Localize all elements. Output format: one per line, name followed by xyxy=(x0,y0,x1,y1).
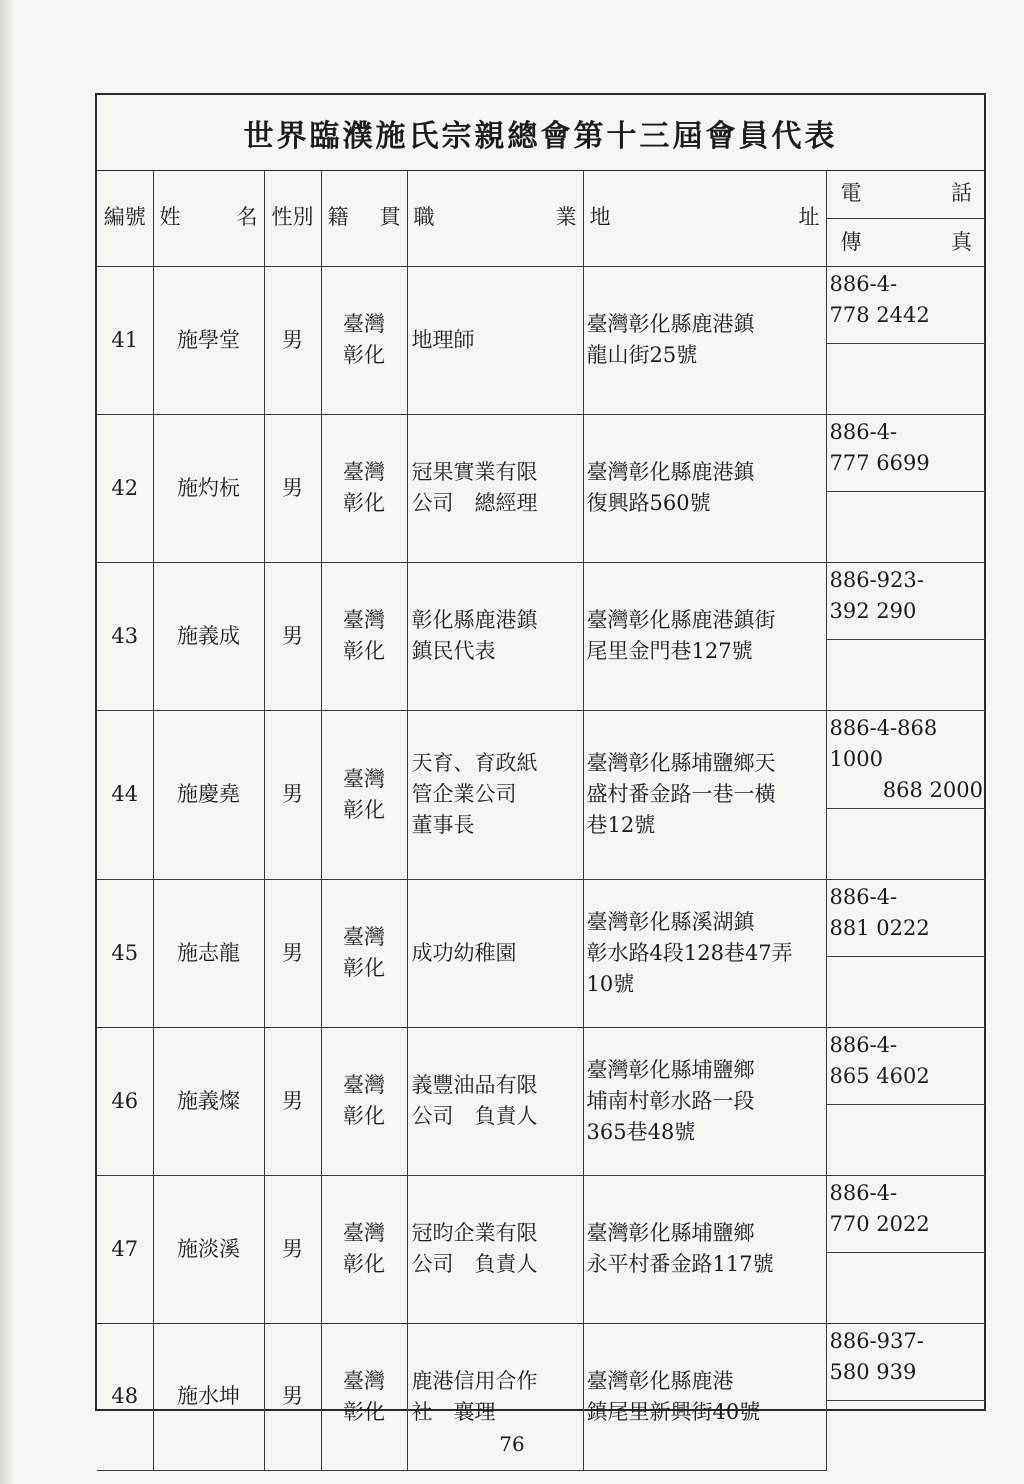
member-gender: 男 xyxy=(264,266,321,414)
member-number: 47 xyxy=(97,1175,153,1323)
member-fax xyxy=(826,343,986,414)
member-address xyxy=(583,562,826,710)
origin-line: 彰化 xyxy=(343,639,385,663)
member-origin xyxy=(321,710,407,879)
member-name: 施學堂 xyxy=(153,266,264,414)
member-fax xyxy=(826,1104,986,1175)
member-occupation xyxy=(407,562,583,710)
origin-line: 彰化 xyxy=(343,491,385,515)
occupation-line: 地理師 xyxy=(411,327,475,352)
phone-line: 868 2000 xyxy=(882,777,983,802)
member-address xyxy=(583,266,826,414)
member-name: 施義成 xyxy=(153,562,264,710)
member-name: 施義燦 xyxy=(153,1027,264,1175)
origin-line: 彰化 xyxy=(343,1252,385,1276)
member-name: 施志龍 xyxy=(153,879,264,1027)
address-line: 10號 xyxy=(586,971,635,996)
member-number: 42 xyxy=(97,414,153,562)
member-gender: 男 xyxy=(264,1323,321,1471)
address-line: 尾里金門巷127號 xyxy=(586,639,753,663)
address-line: 龍山街25號 xyxy=(586,343,698,367)
member-phone xyxy=(826,414,986,491)
header-address: 地 址 xyxy=(583,170,826,266)
occupation-line: 社 襄理 xyxy=(411,1399,496,1424)
member-occupation xyxy=(407,710,583,879)
address-line: 臺灣彰化縣埔鹽鄉 xyxy=(586,1221,755,1245)
origin-line: 臺灣 xyxy=(343,1368,385,1393)
header-phone: 電 話 xyxy=(826,170,986,218)
origin-line: 彰化 xyxy=(343,956,385,980)
phone-line: 886-4- xyxy=(829,419,898,444)
occupation-line: 冠昀企業有限 xyxy=(411,1221,538,1245)
member-origin xyxy=(321,266,407,414)
occupation-line: 彰化縣鹿港鎮 xyxy=(411,608,538,632)
occupation-line: 成功幼稚園 xyxy=(411,940,517,965)
member-fax xyxy=(826,1252,986,1323)
member-origin xyxy=(321,879,407,1027)
member-fax xyxy=(826,639,986,710)
header-origin: 籍 貫 xyxy=(321,170,407,266)
member-address xyxy=(583,1027,826,1175)
phone-line: 886-4- xyxy=(829,1180,898,1205)
phone-line: 886-923- xyxy=(829,567,924,592)
phone-line: 886-4- xyxy=(829,1032,898,1057)
member-fax xyxy=(826,808,986,879)
header-fax: 傳 真 xyxy=(826,218,986,266)
member-gender: 男 xyxy=(264,562,321,710)
phone-line: 392 290 xyxy=(829,598,917,623)
origin-line: 臺灣 xyxy=(343,608,385,632)
roster-sheet xyxy=(95,93,986,1424)
phone-line: 886-937- xyxy=(829,1328,924,1353)
address-line: 彰水路4段128巷47弄 xyxy=(586,940,793,965)
address-line: 臺灣彰化縣鹿港 xyxy=(586,1368,734,1393)
address-line: 盛村番金路一巷一橫 xyxy=(586,782,776,806)
member-table xyxy=(97,170,986,1471)
origin-line: 彰化 xyxy=(343,343,385,367)
occupation-line: 董事長 xyxy=(411,813,475,837)
member-gender: 男 xyxy=(264,414,321,562)
member-phone xyxy=(826,1027,986,1104)
table-row xyxy=(97,710,986,808)
member-phone xyxy=(826,1175,986,1252)
address-line: 永平村番金路117號 xyxy=(586,1252,774,1276)
header-gender: 性別 xyxy=(264,170,321,266)
table-row xyxy=(97,1323,986,1400)
header-occupation: 職 業 xyxy=(407,170,583,266)
header-name: 姓 名 xyxy=(153,170,264,266)
member-origin xyxy=(321,1027,407,1175)
member-address xyxy=(583,710,826,879)
address-line: 臺灣彰化縣溪湖鎮 xyxy=(586,909,755,934)
member-name: 施淡溪 xyxy=(153,1175,264,1323)
member-phone xyxy=(826,1323,986,1400)
table-row xyxy=(97,1175,986,1252)
origin-line: 彰化 xyxy=(343,1399,385,1424)
origin-line: 臺灣 xyxy=(343,312,385,336)
address-line: 臺灣彰化縣鹿港鎮 xyxy=(586,460,755,484)
origin-line: 臺灣 xyxy=(343,1073,385,1097)
member-name: 施水坤 xyxy=(153,1323,264,1471)
member-gender: 男 xyxy=(264,1175,321,1323)
occupation-line: 鎮民代表 xyxy=(411,639,496,663)
member-number: 43 xyxy=(97,562,153,710)
member-occupation xyxy=(407,1027,583,1175)
origin-line: 彰化 xyxy=(343,797,385,822)
origin-line: 彰化 xyxy=(343,1104,385,1128)
occupation-line: 鹿港信用合作 xyxy=(411,1368,538,1393)
member-gender: 男 xyxy=(264,1027,321,1175)
address-line: 埔南村彰水路一段 xyxy=(586,1088,755,1113)
phone-line: 865 4602 xyxy=(829,1063,930,1088)
member-occupation xyxy=(407,266,583,414)
member-number: 46 xyxy=(97,1027,153,1175)
origin-line: 臺灣 xyxy=(343,460,385,484)
origin-line: 臺灣 xyxy=(343,766,385,791)
member-name: 施灼杬 xyxy=(153,414,264,562)
page-title: 世界臨濮施氏宗親總會第十三屆會員代表 xyxy=(97,95,984,171)
address-line: 臺灣彰化縣鹿港鎮 xyxy=(586,312,755,336)
occupation-line: 冠果實業有限 xyxy=(411,460,538,484)
member-address xyxy=(583,414,826,562)
address-line: 巷12號 xyxy=(586,813,656,837)
address-line: 鎮尾里新興街40號 xyxy=(586,1399,761,1424)
member-gender: 男 xyxy=(264,710,321,879)
phone-line: 886-4-868 1000 xyxy=(829,715,938,771)
member-origin xyxy=(321,562,407,710)
member-occupation xyxy=(407,1175,583,1323)
member-phone xyxy=(826,879,986,956)
header-no: 編號 xyxy=(97,170,153,266)
address-line: 365巷48號 xyxy=(586,1119,696,1144)
address-line: 臺灣彰化縣埔鹽鄉天 xyxy=(586,751,776,775)
table-row xyxy=(97,1027,986,1104)
member-phone xyxy=(826,710,986,808)
phone-line: 881 0222 xyxy=(829,915,930,940)
member-fax xyxy=(826,956,986,1027)
phone-line: 770 2022 xyxy=(829,1211,930,1236)
address-line: 臺灣彰化縣鹿港鎮街 xyxy=(586,608,776,632)
table-header-row xyxy=(97,170,986,218)
origin-line: 臺灣 xyxy=(343,925,385,949)
phone-line: 886-4- xyxy=(829,271,898,296)
member-number: 41 xyxy=(97,266,153,414)
member-origin xyxy=(321,414,407,562)
member-occupation xyxy=(407,414,583,562)
table-row xyxy=(97,879,986,956)
phone-line: 777 6699 xyxy=(829,450,930,475)
member-number: 48 xyxy=(97,1323,153,1471)
table-row xyxy=(97,562,986,639)
address-line: 復興路560號 xyxy=(586,491,711,515)
occupation-line: 公司 負責人 xyxy=(411,1252,538,1276)
occupation-line: 公司 負責人 xyxy=(411,1104,538,1128)
phone-line: 778 2442 xyxy=(829,302,930,327)
table-row xyxy=(97,414,986,491)
member-fax xyxy=(826,491,986,562)
origin-line: 臺灣 xyxy=(343,1221,385,1245)
member-name: 施慶堯 xyxy=(153,710,264,879)
occupation-line: 管企業公司 xyxy=(411,782,517,806)
member-address xyxy=(583,1175,826,1323)
phone-line: 580 939 xyxy=(829,1359,917,1384)
member-origin xyxy=(321,1175,407,1323)
page-number: 76 xyxy=(499,1432,525,1456)
occupation-line: 天育、育政紙 xyxy=(411,751,538,775)
member-phone xyxy=(826,562,986,639)
member-phone xyxy=(826,266,986,343)
member-number: 44 xyxy=(97,710,153,879)
phone-line: 886-4- xyxy=(829,884,898,909)
member-gender: 男 xyxy=(264,879,321,1027)
member-occupation xyxy=(407,879,583,1027)
member-number: 45 xyxy=(97,879,153,1027)
table-row xyxy=(97,266,986,343)
occupation-line: 義豐油品有限 xyxy=(411,1073,538,1097)
page-binding-shadow xyxy=(0,0,14,1484)
occupation-line: 公司 總經理 xyxy=(411,491,538,515)
member-address xyxy=(583,879,826,1027)
address-line: 臺灣彰化縣埔鹽鄉 xyxy=(586,1057,755,1082)
